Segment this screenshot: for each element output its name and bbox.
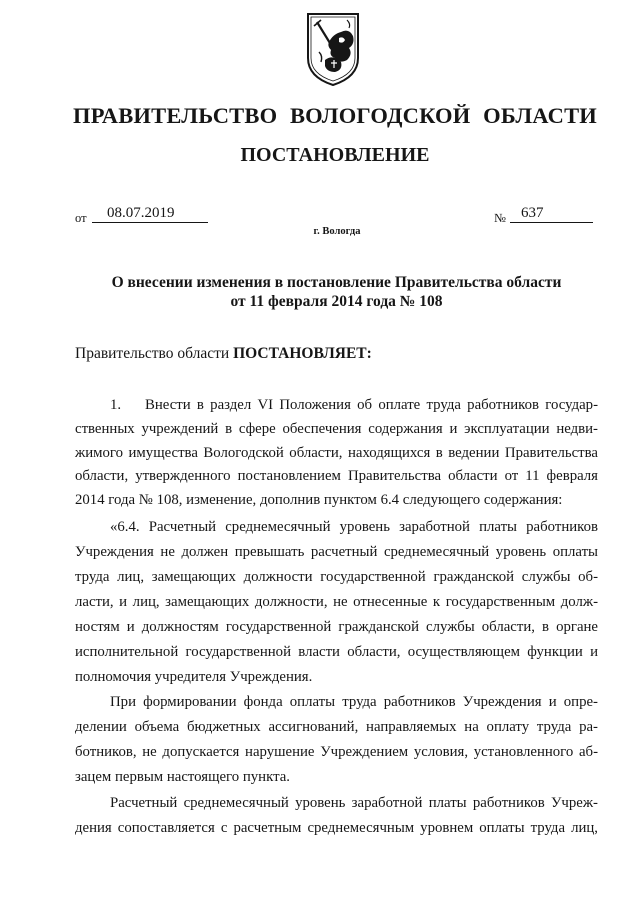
city: г. Вологда (313, 226, 361, 237)
body-line: ботников, не допускается нарушение Учреждением условия, установленного аб- (75, 743, 598, 760)
body-line: исполнительной государственной власти области, осуществляющем функции и (75, 643, 598, 660)
document-heading (75, 273, 598, 311)
item-number: 1. (110, 397, 122, 413)
intro-emphasis: ПОСТАНОВЛЯЕТ: (233, 345, 372, 362)
body-line-text: Внести в раздел VI Положения об оплате труда работников государ- (145, 397, 598, 413)
number-prefix: № (494, 211, 506, 225)
paragraph-2 (75, 690, 598, 790)
heading-line: от 11 февраля 2014 года № 108 (230, 293, 443, 310)
document-date: 08.07.2019 (92, 204, 208, 223)
paragraph-3 (75, 791, 598, 841)
document-number: 637 (510, 204, 593, 223)
item-1-paragraph (75, 394, 598, 513)
government-name: ПРАВИТЕЛЬСТВО ВОЛОГОДСКОЙ ОБЛАСТИ (73, 103, 597, 128)
coat-of-arms-emblem (303, 8, 363, 88)
body-line: жимого имущества Вологодской области, находящихся в ведении Правительства (75, 444, 598, 461)
quoted-clause-paragraph (75, 515, 598, 690)
body-line: Учреждения не должен превышать расчетный среднемесячный уровень оплаты (75, 543, 598, 560)
body-line: области, утвержденного постановлением Правительства области от 11 февраля (75, 468, 598, 485)
body-line (75, 394, 598, 418)
body-line: ностям и должностям государственной гражданской службы области, в органе (75, 618, 598, 635)
body-line: «6.4. Расчетный среднемесячный уровень заработной платы работников (110, 518, 598, 535)
body-line: При формировании фонда оплаты труда работников Учреждения и опре- (110, 693, 598, 710)
body-line: Расчетный среднемесячный уровень заработной платы работников Учреж- (110, 794, 598, 811)
body-line: делении объема бюджетных ассигнований, направляемых на оплату труда ра- (75, 718, 598, 735)
body-line: полномочия учредителя Учреждения. (75, 668, 313, 685)
intro-line (75, 344, 598, 364)
document-type: ПОСТАНОВЛЕНИЕ (240, 144, 430, 166)
date-prefix: от (75, 211, 87, 225)
intro-text: Правительство области (75, 345, 234, 362)
body-line: ственных учреждений в сфере обеспечения содержания и эксплуатации недви- (75, 420, 598, 437)
body-line: ласти, и лиц, замещающих должности, не отнесенные к государственным долж- (75, 593, 598, 610)
body-line: зацем первым настоящего пункта. (75, 768, 290, 785)
body-line: труда лиц, замещающих должности государственной гражданской службы об- (75, 568, 598, 585)
body-line: дения сопоставляется с расчетным среднемесячным уровнем оплаты труда лиц, (75, 819, 598, 836)
heading-line: О внесении изменения в постановление Правительства области (111, 274, 562, 291)
body-line: 2014 года № 108, изменение, дополнив пунктом 6.4 следующего содержания: (75, 492, 563, 509)
